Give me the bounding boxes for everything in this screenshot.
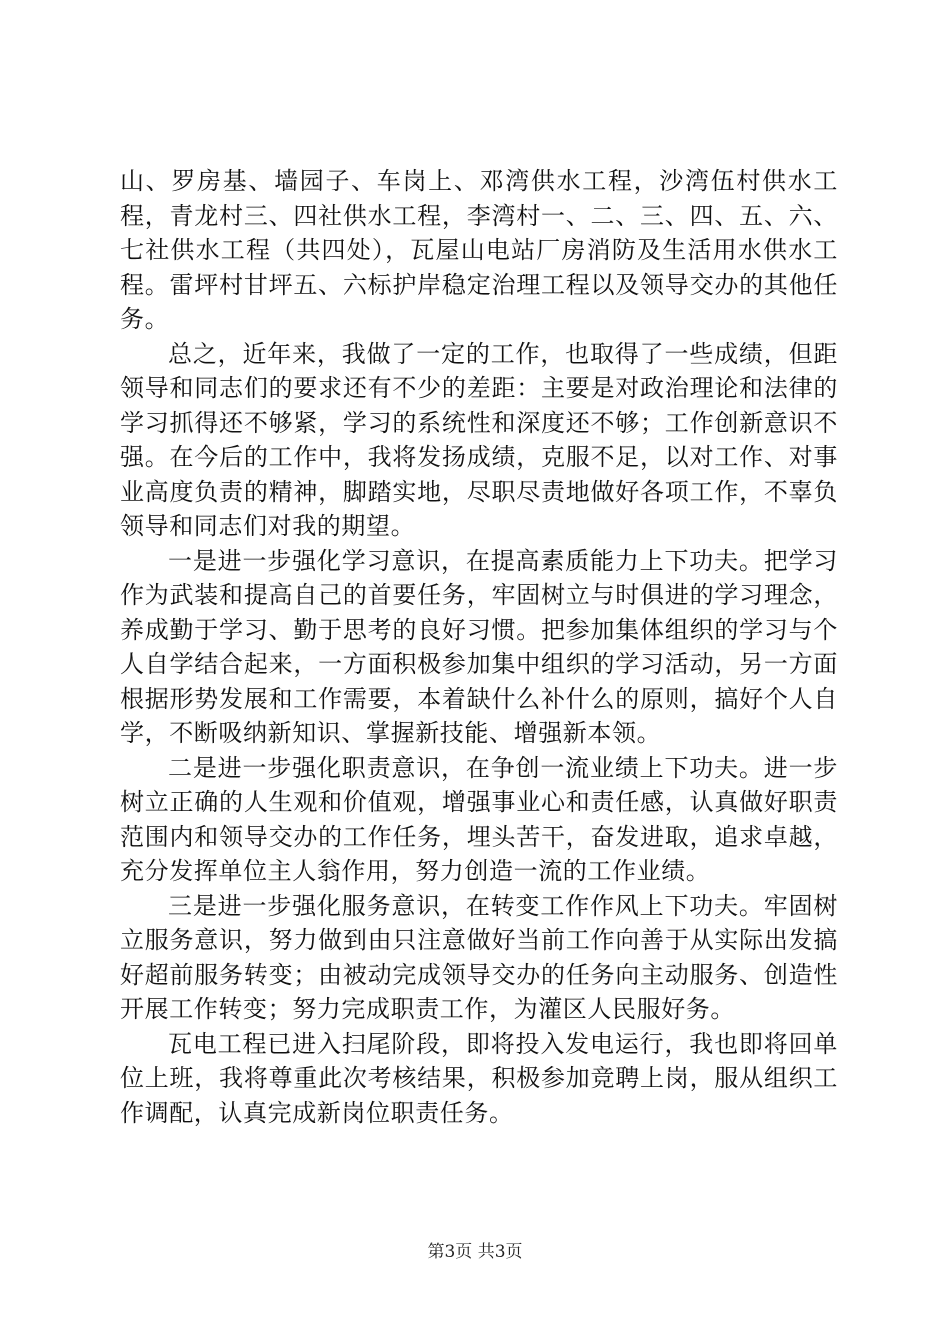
paragraph-3: 一是进一步强化学习意识，在提高素质能力上下功夫。把学习作为武装和提高自己的首要任务，牢固树立与时俱进的学习理念，养成勤于学习、勤于思考的良好习惯。把参加集体组织的学习与个人自学结合起来，一方面积极参加集中组织的学习活动，另一方面根据形势发展和工作需要，本着缺什么补什么的原则，搞好个人自学，不断吸纳新知识、掌握新技能、增强新本领。	[120, 546, 838, 747]
paragraph-2: 总之，近年来，我做了一定的工作，也取得了一些成绩，但距领导和同志们的要求还有不少的差距：主要是对政治理论和法律的学习抓得还不够紧，学习的系统性和深度还不够；工作创新意识不强。在今后的工作中，我将发扬成绩，克服不足，以对工作、对事业高度负责的精神，脚踏实地，尽职尽责地做好各项工作，不辜负领导和同志们对我的期望。	[120, 339, 838, 540]
page-footer: 第3页 共3页	[427, 1242, 523, 1262]
paragraph-6: 瓦电工程已进入扫尾阶段，即将投入发电运行，我也即将回单位上班，我将尊重此次考核结果，积极参加竞聘上岗，服从组织工作调配，认真完成新岗位职责任务。	[120, 1029, 838, 1127]
paragraph-4: 二是进一步强化职责意识，在争创一流业绩上下功夫。进一步树立正确的人生观和价值观，增强事业心和责任感，认真做好职责范围内和领导交办的工作任务，埋头苦干，奋发进取，追求卓越，充分发挥单位主人翁作用，努力创造一流的工作业绩。	[120, 753, 838, 885]
document-body	[120, 164, 838, 1130]
paragraph-1: 山、罗房基、墙园子、车岗上、邓湾供水工程，沙湾伍村供水工程，青龙村三、四社供水工程，李湾村一、二、三、四、五、六、七社供水工程（共四处），瓦屋山电站厂房消防及生活用水供水工程。雷坪村甘坪五、六标护岸稳定治理工程以及领导交办的其他任务。	[120, 167, 838, 333]
paragraph-5: 三是进一步强化服务意识，在转变工作作风上下功夫。牢固树立服务意识，努力做到由只注意做好当前工作向善于从实际出发搞好超前服务转变；由被动完成领导交办的任务向主动服务、创造性开展工作转变；努力完成职责工作，为灌区人民服好务。	[120, 891, 838, 1023]
